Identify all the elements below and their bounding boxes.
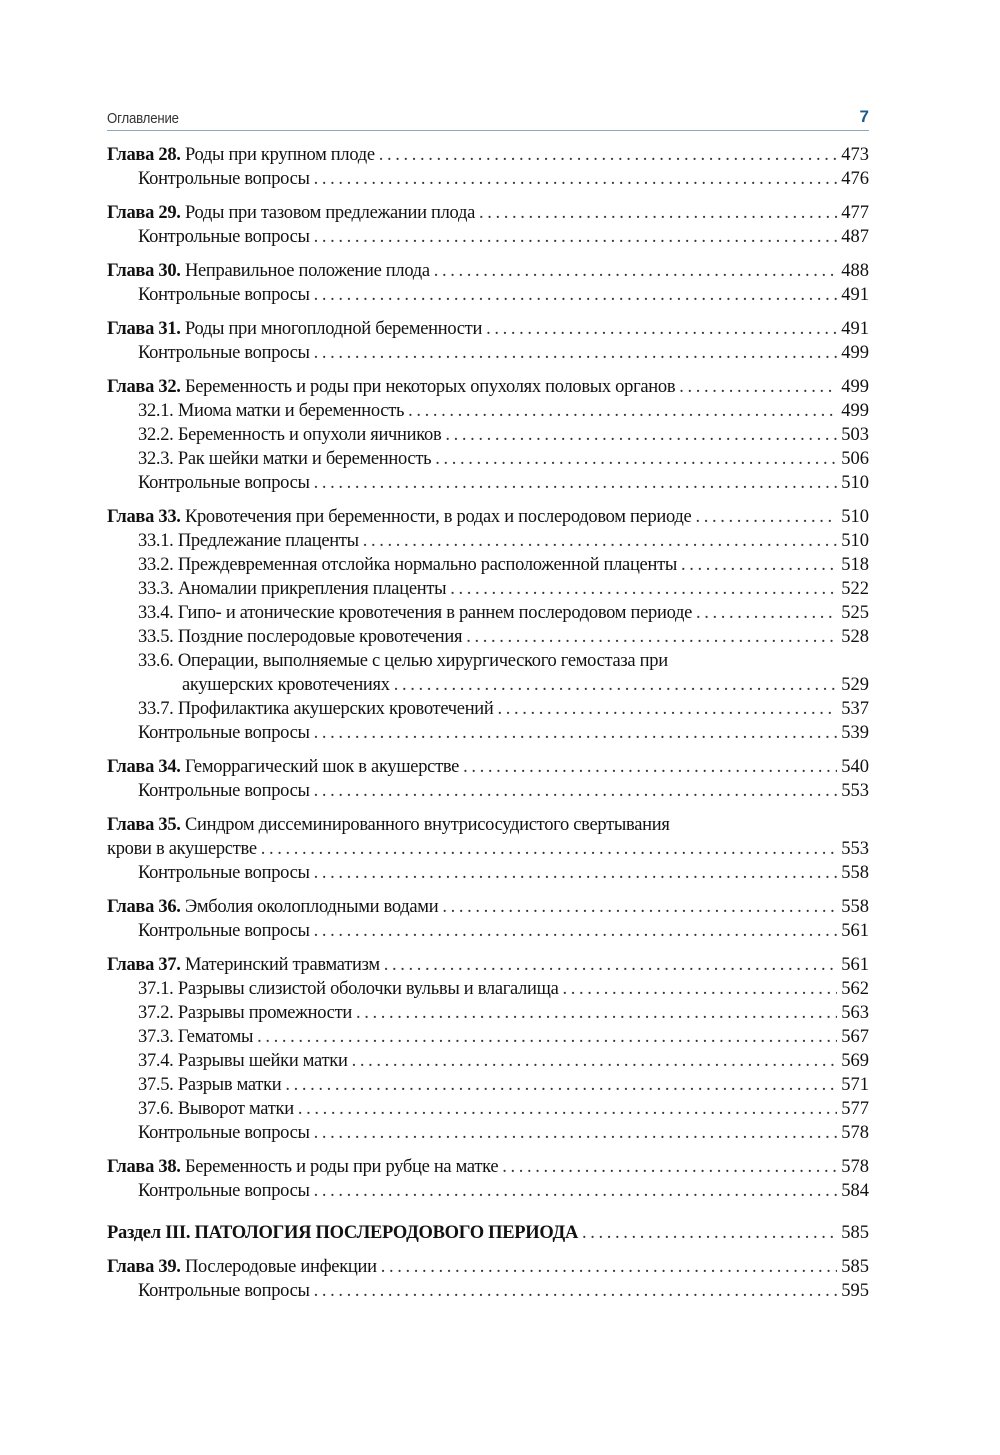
entry-title: Контрольные вопросы	[138, 343, 310, 363]
toc-subentry[interactable]	[107, 399, 869, 423]
page-ref: 518	[841, 555, 869, 575]
entry-title: 32.2. Беременность и опухоли яичников	[138, 425, 442, 445]
toc-chapter-30	[107, 259, 869, 307]
page-ref: 503	[841, 425, 869, 445]
dot-leader	[314, 1279, 838, 1303]
page-ref: 510	[841, 507, 869, 527]
dot-leader	[384, 953, 838, 977]
entry-title: 33.4. Гипо- и атонические кровотечения в раннем послеродовом периоде	[138, 603, 693, 623]
toc-entry[interactable]	[107, 201, 869, 225]
toc-entry[interactable]	[107, 895, 869, 919]
page-ref: 569	[841, 1051, 869, 1071]
chapter-title: Роды при крупном плоде	[184, 145, 375, 165]
dot-leader	[442, 895, 837, 919]
dot-leader	[314, 721, 838, 745]
page-ref: 578	[841, 1157, 869, 1177]
entry-title: Контрольные вопросы	[138, 1281, 310, 1301]
toc-chapter-32	[107, 375, 869, 495]
toc-subentry[interactable]	[107, 1073, 869, 1097]
page-ref: 499	[841, 343, 869, 363]
toc-entry-review[interactable]	[107, 225, 869, 249]
toc-subentry[interactable]	[107, 1097, 869, 1121]
dot-leader	[695, 505, 837, 529]
page-ref: 522	[841, 579, 869, 599]
chapter-title: Эмболия околоплодными водами	[184, 897, 439, 917]
entry-title: 33.1. Предлежание плаценты	[138, 531, 359, 551]
page-ref: 488	[841, 261, 869, 281]
page-ref: 563	[841, 1003, 869, 1023]
dot-leader	[314, 1179, 838, 1203]
entry-title: 37.6. Выворот матки	[138, 1099, 294, 1119]
dot-leader	[479, 201, 837, 225]
dot-leader	[681, 553, 837, 577]
chapter-label: Глава 38.	[107, 1157, 181, 1177]
chapter-label: Глава 37.	[107, 955, 181, 975]
dot-leader	[314, 167, 838, 191]
dot-leader	[314, 471, 838, 495]
toc-entry[interactable]	[107, 813, 869, 837]
toc-subentry[interactable]	[107, 447, 869, 471]
entry-title: 33.5. Поздние послеродовые кровотечения	[138, 627, 463, 647]
entry-title: 37.5. Разрыв матки	[138, 1075, 282, 1095]
toc-entry[interactable]	[107, 1155, 869, 1179]
dot-leader	[298, 1097, 837, 1121]
toc-entry[interactable]	[107, 317, 869, 341]
dot-leader	[463, 755, 837, 779]
toc-section-entry[interactable]	[107, 1221, 869, 1245]
page-ref: 571	[841, 1075, 869, 1095]
dot-leader	[352, 1049, 838, 1073]
dot-leader	[445, 423, 837, 447]
chapter-label: Глава 30.	[107, 261, 181, 281]
page-ref: 553	[841, 781, 869, 801]
page-ref: 506	[841, 449, 869, 469]
page-ref: 499	[841, 377, 869, 397]
page-ref: 510	[841, 473, 869, 493]
page-ref: 558	[841, 863, 869, 883]
entry-title: Контрольные вопросы	[138, 473, 310, 493]
toc-entry-review[interactable]	[107, 721, 869, 745]
entry-title: Контрольные вопросы	[138, 1123, 310, 1143]
dot-leader	[285, 1073, 837, 1097]
page-ref: 473	[841, 145, 869, 165]
page-number: 7	[859, 107, 869, 126]
dot-leader	[381, 1255, 838, 1279]
toc-entry[interactable]	[107, 505, 869, 529]
chapter-label: Глава 32.	[107, 377, 181, 397]
toc-entry[interactable]	[107, 143, 869, 167]
toc-subentry[interactable]	[107, 697, 869, 721]
toc-subentry[interactable]	[107, 649, 869, 673]
page-ref: 553	[841, 839, 869, 859]
chapter-title: Беременность и роды при рубце на матке	[184, 1157, 499, 1177]
dot-leader	[562, 977, 837, 1001]
chapter-title-continuation: крови в акушерстве	[107, 839, 257, 859]
page-ref: 510	[841, 531, 869, 551]
dot-leader	[696, 601, 837, 625]
chapter-title: Кровотечения при беременности, в родах и послеродовом периоде	[184, 507, 692, 527]
toc-entry-review[interactable]	[107, 1179, 869, 1203]
entry-title: Контрольные вопросы	[138, 169, 310, 189]
entry-title: 33.6. Операции, выполняемые с целью хирургического гемостаза при	[138, 651, 668, 671]
toc-part-3	[107, 1221, 869, 1245]
page-ref: 491	[841, 319, 869, 339]
toc-subentry[interactable]	[107, 423, 869, 447]
toc-chapter-29	[107, 201, 869, 249]
dot-leader	[394, 673, 838, 697]
dot-leader	[502, 1155, 837, 1179]
dot-leader	[356, 1001, 837, 1025]
toc-chapter-37	[107, 953, 869, 1145]
toc-entry-review[interactable]	[107, 779, 869, 803]
entry-title: 37.1. Разрывы слизистой оболочки вульвы и влагалища	[138, 979, 559, 999]
entry-title: Контрольные вопросы	[138, 1181, 310, 1201]
page-ref: 562	[841, 979, 869, 999]
dot-leader	[466, 625, 837, 649]
page-ref: 585	[841, 1257, 869, 1277]
toc-entry-review[interactable]	[107, 1121, 869, 1145]
dot-leader	[314, 341, 838, 365]
dot-leader	[257, 1025, 837, 1049]
chapter-title: Беременность и роды при некоторых опухолях половых органов	[184, 377, 676, 397]
toc-subentry[interactable]	[107, 529, 869, 553]
dot-leader	[363, 529, 837, 553]
chapter-title: Роды при тазовом предлежании плода	[184, 203, 476, 223]
entry-title-continuation: акушерских кровотечениях	[182, 675, 390, 695]
toc-chapter-36	[107, 895, 869, 943]
toc-chapter-31	[107, 317, 869, 365]
toc-subentry[interactable]	[107, 977, 869, 1001]
dot-leader	[314, 861, 838, 885]
entry-title: Контрольные вопросы	[138, 781, 310, 801]
entry-title: Контрольные вопросы	[138, 921, 310, 941]
toc-chapter-35	[107, 813, 869, 885]
toc-chapter-28	[107, 143, 869, 191]
toc-entry[interactable]	[107, 755, 869, 779]
page-ref: 477	[841, 203, 869, 223]
dot-leader	[408, 399, 837, 423]
dot-leader	[435, 447, 837, 471]
toc-subentry[interactable]	[107, 1025, 869, 1049]
chapter-title: Синдром диссеминированного внутрисосудистого свертывания	[184, 815, 670, 835]
chapter-label: Глава 31.	[107, 319, 181, 339]
toc-entry[interactable]	[107, 953, 869, 977]
chapter-title: Роды при многоплодной беременности	[184, 319, 483, 339]
toc-chapter-33	[107, 505, 869, 745]
dot-leader	[434, 259, 837, 283]
toc-subentry[interactable]	[107, 601, 869, 625]
dot-leader	[679, 375, 837, 399]
toc-subentry[interactable]	[107, 1001, 869, 1025]
toc-entry[interactable]	[107, 259, 869, 283]
dot-leader	[314, 225, 838, 249]
chapter-title: Геморрагический шок в акушерстве	[184, 757, 460, 777]
chapter-label: Глава 33.	[107, 507, 181, 527]
dot-leader	[498, 697, 838, 721]
toc-entry[interactable]	[107, 375, 869, 399]
toc-entry-review[interactable]	[107, 341, 869, 365]
chapter-title: Материнский травматизм	[184, 955, 380, 975]
entry-title: Контрольные вопросы	[138, 227, 310, 247]
chapter-label: Глава 36.	[107, 897, 181, 917]
chapter-label: Глава 34.	[107, 757, 181, 777]
toc-chapter-39	[107, 1255, 869, 1303]
toc-subentry[interactable]	[107, 625, 869, 649]
running-head-title: Оглавление	[107, 110, 179, 127]
chapter-title: Неправильное положение плода	[184, 261, 430, 281]
page-ref: 540	[841, 757, 869, 777]
page-ref: 558	[841, 897, 869, 917]
entry-title: 33.2. Преждевременная отслойка нормально расположенной плаценты	[138, 555, 677, 575]
entry-title: Контрольные вопросы	[138, 723, 310, 743]
toc-chapter-38	[107, 1155, 869, 1203]
page-ref: 585	[841, 1223, 869, 1243]
dot-leader	[314, 919, 838, 943]
running-head	[107, 102, 869, 131]
toc-entry-review[interactable]	[107, 1279, 869, 1303]
page-ref: 499	[841, 401, 869, 421]
page-ref: 577	[841, 1099, 869, 1119]
toc-entry-continuation[interactable]	[107, 837, 869, 861]
entry-title: 37.2. Разрывы промежности	[138, 1003, 352, 1023]
toc-entry-review[interactable]	[107, 861, 869, 885]
document-page	[107, 102, 869, 1313]
toc-subentry-continuation[interactable]	[107, 673, 869, 697]
toc-entry[interactable]	[107, 1255, 869, 1279]
page-ref: 529	[841, 675, 869, 695]
dot-leader	[261, 837, 838, 861]
dot-leader	[314, 779, 838, 803]
entry-title: 33.3. Аномалии прикрепления плаценты	[138, 579, 447, 599]
page-ref: 584	[841, 1181, 869, 1201]
entry-title: 37.3. Гематомы	[138, 1027, 254, 1047]
page-ref: 578	[841, 1123, 869, 1143]
page-ref: 537	[841, 699, 869, 719]
toc-entry-review[interactable]	[107, 167, 869, 191]
page-ref: 528	[841, 627, 869, 647]
dot-leader	[379, 143, 837, 167]
page-ref: 539	[841, 723, 869, 743]
page-ref: 487	[841, 227, 869, 247]
chapter-title: Послеродовые инфекции	[184, 1257, 377, 1277]
page-ref: 567	[841, 1027, 869, 1047]
table-of-contents	[107, 143, 869, 1303]
entry-title: 33.7. Профилактика акушерских кровотечений	[138, 699, 494, 719]
page-ref: 525	[841, 603, 869, 623]
toc-subentry[interactable]	[107, 577, 869, 601]
section-title: Раздел III. ПАТОЛОГИЯ ПОСЛЕРОДОВОГО ПЕРИОДА	[107, 1223, 579, 1243]
chapter-label: Глава 35.	[107, 815, 181, 835]
page-ref: 476	[841, 169, 869, 189]
page-ref: 561	[841, 921, 869, 941]
toc-entry-review[interactable]	[107, 471, 869, 495]
dot-leader	[582, 1221, 837, 1245]
dot-leader	[450, 577, 837, 601]
page-ref: 561	[841, 955, 869, 975]
toc-entry-review[interactable]	[107, 283, 869, 307]
entry-title: 32.3. Рак шейки матки и беременность	[138, 449, 432, 469]
page-ref: 595	[841, 1281, 869, 1301]
chapter-label: Глава 28.	[107, 145, 181, 165]
chapter-label: Глава 39.	[107, 1257, 181, 1277]
page-ref: 491	[841, 285, 869, 305]
dot-leader	[314, 283, 838, 307]
entry-title: Контрольные вопросы	[138, 863, 310, 883]
toc-subentry[interactable]	[107, 1049, 869, 1073]
entry-title: Контрольные вопросы	[138, 285, 310, 305]
dot-leader	[486, 317, 837, 341]
toc-subentry[interactable]	[107, 553, 869, 577]
dot-leader	[314, 1121, 838, 1145]
chapter-label: Глава 29.	[107, 203, 181, 223]
toc-entry-review[interactable]	[107, 919, 869, 943]
entry-title: 32.1. Миома матки и беременность	[138, 401, 405, 421]
toc-chapter-34	[107, 755, 869, 803]
entry-title: 37.4. Разрывы шейки матки	[138, 1051, 348, 1071]
